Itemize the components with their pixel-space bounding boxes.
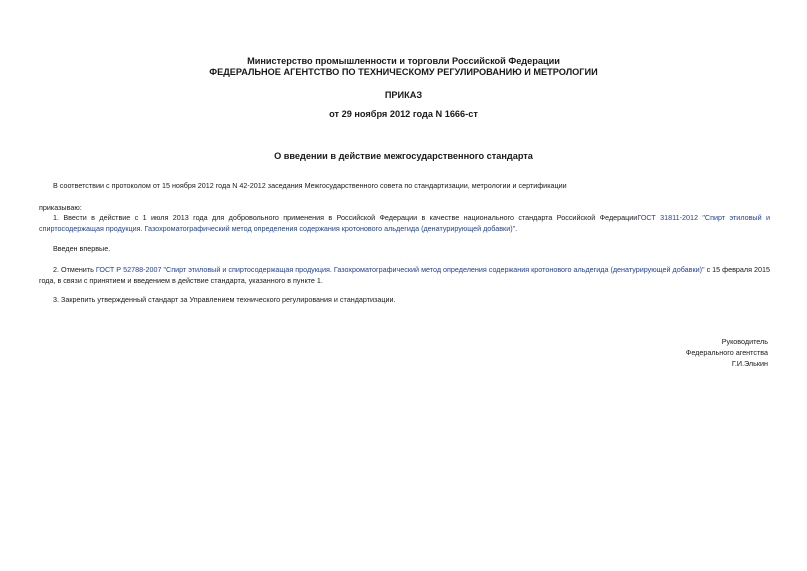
gost-31811-link[interactable]: ГОСТ 31811-2012 "Спирт этиловый и спиртосодержащая продукция. Газохроматографический метод определения содержания кротонового альдегида (денатурирующей добавки)" xyxy=(39,213,770,233)
document-page xyxy=(37,0,770,571)
signatory-name: Г.И.Элькин xyxy=(731,359,768,368)
item-1-text: 1. Ввести в действие с 1 июля 2013 года для добровольного применения в Российской Федерации в качестве национального стандарта Российской Федерации xyxy=(53,213,638,222)
item-1-paragraph xyxy=(39,212,770,234)
item-2-start: 2. Отменить xyxy=(53,265,96,274)
header-block xyxy=(37,56,770,78)
ministry-name: Министерство промышленности и торговли Российской Федерации xyxy=(247,56,560,66)
item-3-paragraph: 3. Закрепить утвержденный стандарт за Управлением технического регулирования и стандартизации. xyxy=(53,295,396,304)
document-type: ПРИКАЗ xyxy=(384,90,423,100)
document-date-number: от 29 ноября 2012 года N 1666-ст xyxy=(329,109,478,119)
signatory-position-line1: Руководитель xyxy=(721,337,768,346)
signature-block xyxy=(686,336,768,369)
preamble-paragraph: В соответствии с протоколом от 15 ноября 2012 года N 42-2012 заседания Межгосударственного совета по стандартизации, метрологии и сертификации xyxy=(53,181,567,190)
item-2-end: с 15 февраля 2015 года, в связи с принятием и введением в действие стандарта, указанного в пункте 1. xyxy=(39,265,770,285)
gost-r-52788-link[interactable]: ГОСТ Р 52788-2007 "Спирт этиловый и спиртосодержащая продукция. Газохроматографический метод определения содержания кротонового альдегида (денатурирующей добавки)" xyxy=(95,265,705,274)
item-2-paragraph xyxy=(39,264,770,286)
item-1-end: . xyxy=(515,224,518,233)
intro-note: Введен впервые. xyxy=(53,244,111,253)
signatory-position-line2: Федерального агентства xyxy=(685,348,768,357)
document-subject: О введении в действие межгосударственного стандарта xyxy=(274,151,533,161)
order-word: приказываю: xyxy=(39,203,82,212)
agency-name: ФЕДЕРАЛЬНОЕ АГЕНТСТВО ПО ТЕХНИЧЕСКОМУ РЕГУЛИРОВАНИЮ И МЕТРОЛОГИИ xyxy=(209,67,598,77)
